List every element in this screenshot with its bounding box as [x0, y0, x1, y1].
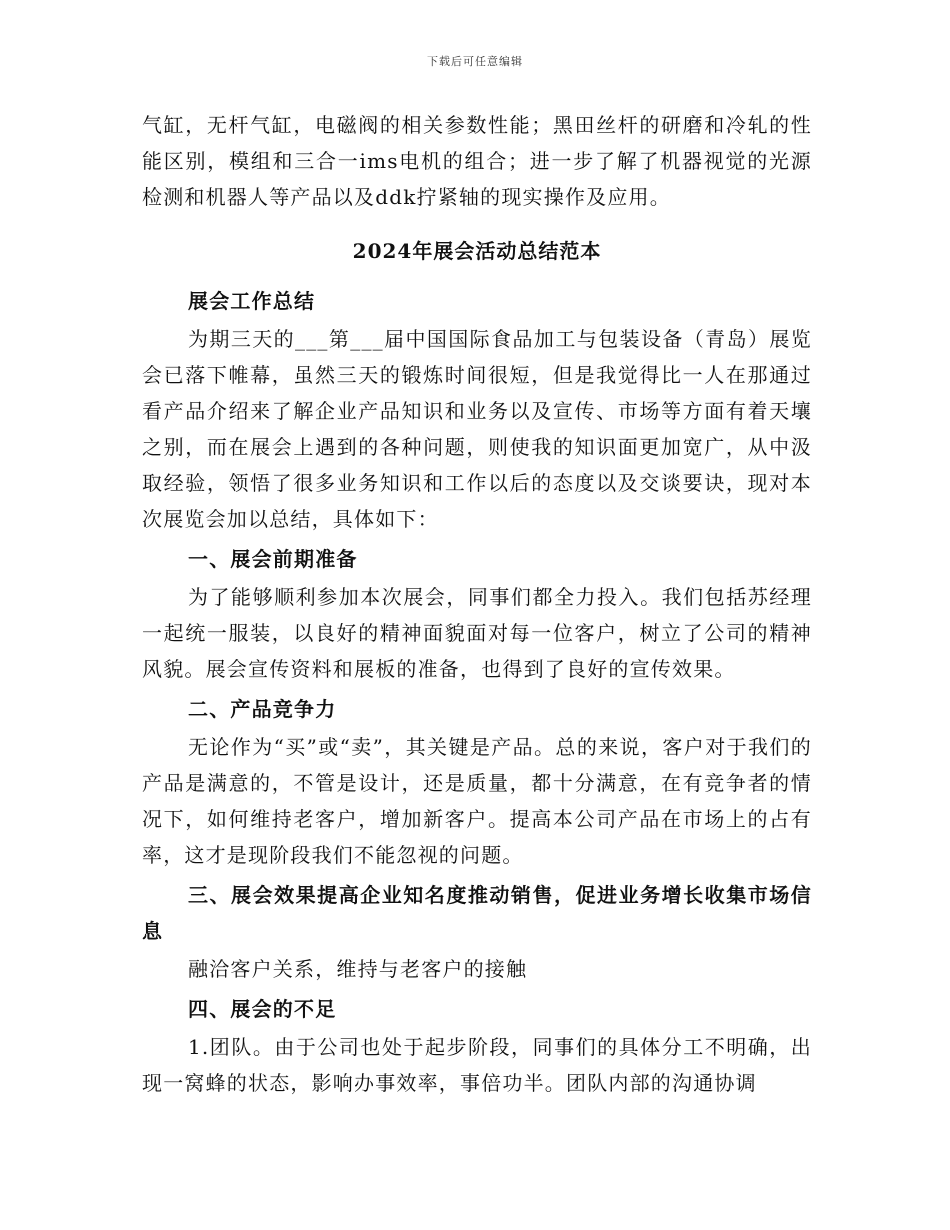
paragraph-shortcomings: 1.团队。由于公司也处于起步阶段，同事们的具体分工不明确，出现一窝蜂的状态，影响办事效率，事倍功半。团队内部的沟通协调: [142, 1035, 812, 1095]
paragraph-preparation: 为了能够顺利参加本次展会，同事们都全力投入。我们包括苏经理一起统一服装，以良好的精神面貌面对每一位客户，树立了公司的精神风貌。展会宣传资料和展板的准备，也得到了良好的宣传效果。: [142, 585, 812, 681]
heading-shortcomings: 四、展会的不足: [188, 997, 337, 1021]
paragraph-intro-summary: 为期三天的___第___届中国国际食品加工与包装设备（青岛）展览会已落下帷幕，虽然三天的锻炼时间很短，但是我觉得比一人在那通过看产品介绍来了解企业产品知识和业务以及宣传、市场等方面有着天壤之别，而在展会上遇到的各种问题，则使我的知识面更加宽广，从中汲取经验，领悟了很多业务知识和工作以后的态度以及交谈要诀，现对本次展览会加以总结，具体如下：: [142, 327, 812, 531]
page-header: 下载后可任意编辑: [427, 55, 523, 68]
paragraph-competitiveness: 无论作为“买”或“卖”，其关键是产品。总的来说，客户对于我们的产品是满意的，不管是设计，还是质量，都十分满意，在有竞争者的情况下，如何维持老客户，增加新客户。提高本公司产品在市场上的占有率，这才是现阶段我们不能忽视的问题。: [142, 735, 812, 867]
document-body: [142, 107, 812, 1101]
document-title: 2024年展会活动总结范本: [352, 239, 602, 263]
heading-preparation: 一、展会前期准备: [188, 547, 358, 571]
heading-competitiveness: 二、产品竞争力: [188, 697, 337, 721]
section-subtitle: 展会工作总结: [188, 289, 316, 313]
intro-paragraph: 气缸，无杆气缸，电磁阀的相关参数性能；黑田丝杆的研磨和冷轧的性能区别，模组和三合一ims电机的组合；进一步了解了机器视觉的光源检测和机器人等产品以及ddk拧紧轴的现实操作及应用。: [142, 113, 812, 209]
paragraph-effects: 融洽客户关系，维持与老客户的接触: [188, 957, 528, 981]
heading-effects: 三、展会效果提高企业知名度推动销售，促进业务增长收集市场信息: [142, 883, 812, 943]
